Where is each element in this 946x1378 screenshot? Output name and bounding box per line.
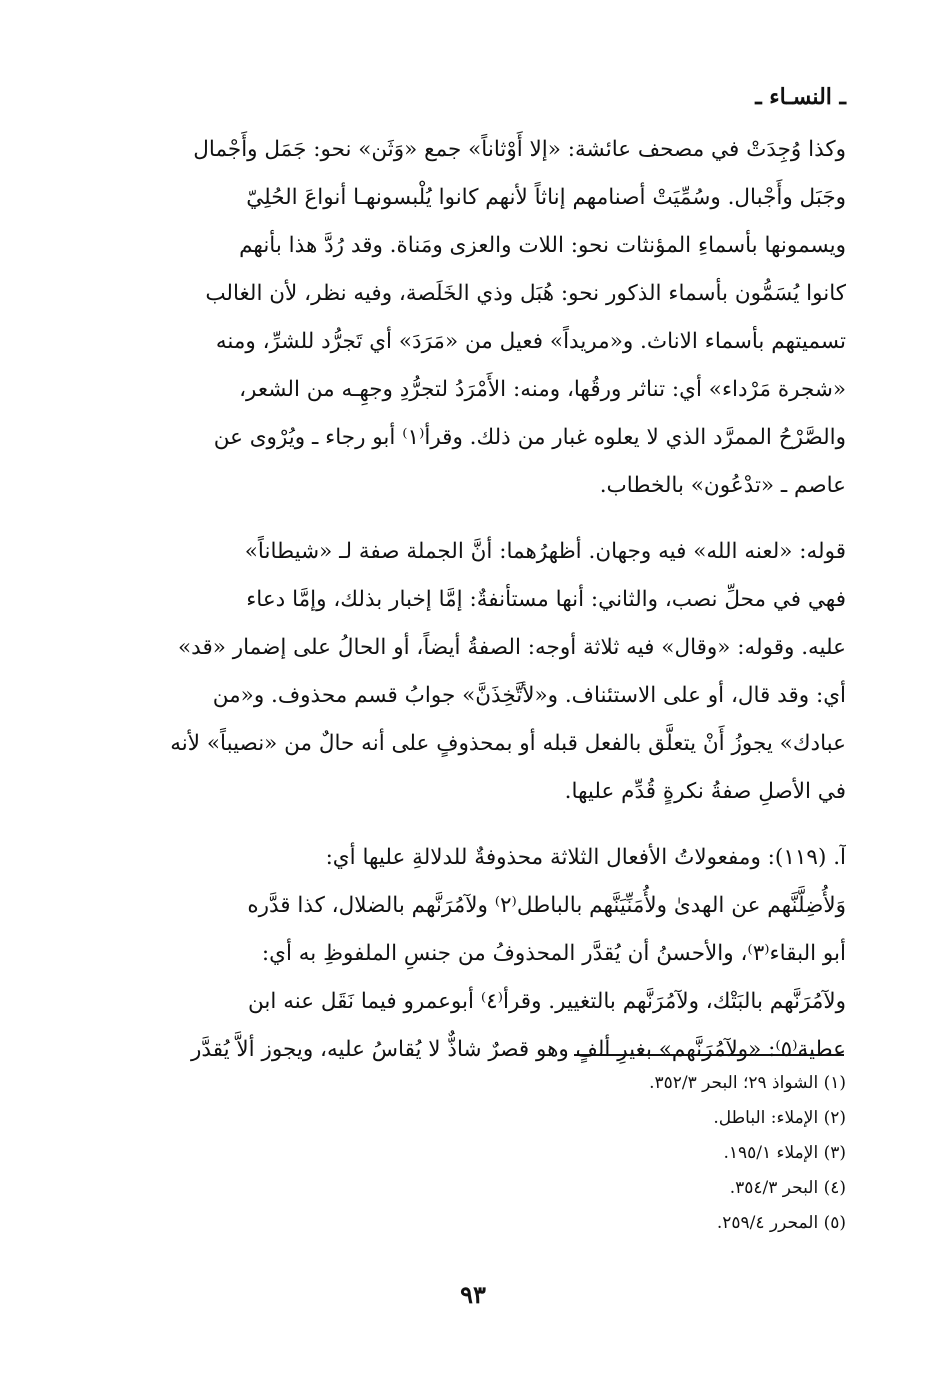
text-line: قوله: «لعنه الله» فيه وجهان. أظهرُهما: أنَّ الجملة صفة لـ «شيطاناً»: [244, 539, 846, 564]
paragraph: [106, 834, 846, 1074]
page-number: ٩٣: [460, 1280, 486, 1309]
text-line: وكذا وُجِدَتْ في مصحف عائشة: «إلا أَوْثاناً» جمع «وَثَن» نحو: جَمَل وأَجْمال: [193, 137, 846, 162]
paragraph-gap: [106, 510, 846, 528]
footnote: (٣) الإملاء ١٩٥/١.: [723, 1143, 846, 1163]
text-line: أي: وقد قال، أو على الاستئناف. و«لأتَّخِذَنَّ» جوابُ قسم محذوف. و«من: [212, 683, 846, 708]
footnote: (٥) المحرر ٢٥٩/٤.: [716, 1213, 846, 1233]
paragraph-gap: [106, 816, 846, 834]
text-line: تسميتهم بأسماء الاناث. و«مريداً» فعيل من «مَرَدَ» أي تَجرُّد للشرِّ، ومنه: [215, 329, 846, 354]
text-line: فهي في محلِّ نصب، والثاني: أنها مستأنفةٌ: إمَّا إخبار بذلك، وإمَّا دعاء: [246, 587, 846, 612]
text-line: عليه. وقوله: «وقال» فيه ثلاثة أوجه: الصفةُ أيضاً، أو الحالُ على إضمار «قد»: [178, 635, 846, 660]
text-line: والصَّرْحُ الممرَّد الذي لا يعلوه غبار من ذلك. وقرأ⁽١⁾ أبو رجاء ـ ويُرْوى عن: [213, 425, 846, 450]
paragraph: [106, 528, 846, 816]
text-line: وَلأُضِلَّنَّهم عن الهدىٰ ولأُمَنِّيَنَّهم بالباطل⁽٢⁾ ولآمُرَنَّهم بالضلال، كذا قدَّره: [247, 893, 846, 918]
text-line: أبو البقاء⁽٣⁾، والأحسنُ أن يُقدَّر المحذوفُ من جنسِ الملفوظِ به أي:: [261, 941, 846, 966]
footnote: (٢) الإملاء: الباطل.: [713, 1108, 846, 1128]
text-line: عبادك» يجوزُ أَنْ يتعلَّق بالفعل قبله أو بمحذوفٍ على أنه حالٌ من «نصيباً» لأنه: [170, 731, 846, 756]
paragraph: [106, 126, 846, 510]
footnote: (٤) البحر ٣٥٤/٣.: [729, 1178, 846, 1198]
text-line: كانوا يُسَمُّون بأسماء الذكور نحو: هُبَل وذي الخَلَصة، وفيه نظر، لأن الغالب: [205, 281, 846, 306]
text-line: في الأصلِ صفةُ نكرةٍ قُدِّم عليها.: [564, 779, 846, 804]
text-line: آ. (١١٩): ومفعولاتُ الأفعال الثلاثة محذوفةٌ للدلالةِ عليها أي:: [325, 845, 846, 870]
footnote: (١) الشواذ ٢٩؛ البحر ٣٥٢/٣.: [649, 1073, 846, 1093]
main-text: [106, 126, 846, 1074]
text-line: عاصم ـ «تدْعُون» بالخطاب.: [599, 473, 846, 498]
running-header: ـ النسـاء ـ: [755, 84, 846, 110]
text-line: وجَبَل وأَجْبال. وسُمِّيَتْ أصنامهم إناثاً لأنهم كانوا يُلْبسونهـا أنواعَ الحُلِيّ: [246, 185, 846, 210]
text-line: ولآمُرَنَّهم بالبَتْك، ولآمُرَنَّهم بالتغيير. وقرأ⁽٤⁾ أبوعمرو فيما نَقَل عنه ابن: [248, 989, 846, 1014]
footnote-separator: [574, 1054, 844, 1056]
text-line: «شجرة مَرْداء» أي: تناثر ورقُها، ومنه: الأَمْرَدُ لتجرُّدِ وجهِـه من الشعر،: [239, 377, 846, 402]
text-line: عطية⁽٥⁾: «ولآمُرَنَّهم» بغيرِ ألفٍ وهو قصرٌ شاذٌّ لا يُقاسُ عليه، ويجوز ألاَّ يُقدَّر: [191, 1037, 846, 1062]
footnotes: [346, 1066, 846, 1241]
text-line: ويسمونها بأسماءِ المؤنثات نحو: اللات والعزى ومَناة. وقد رُدَّ هذا بأنهم: [239, 233, 846, 258]
